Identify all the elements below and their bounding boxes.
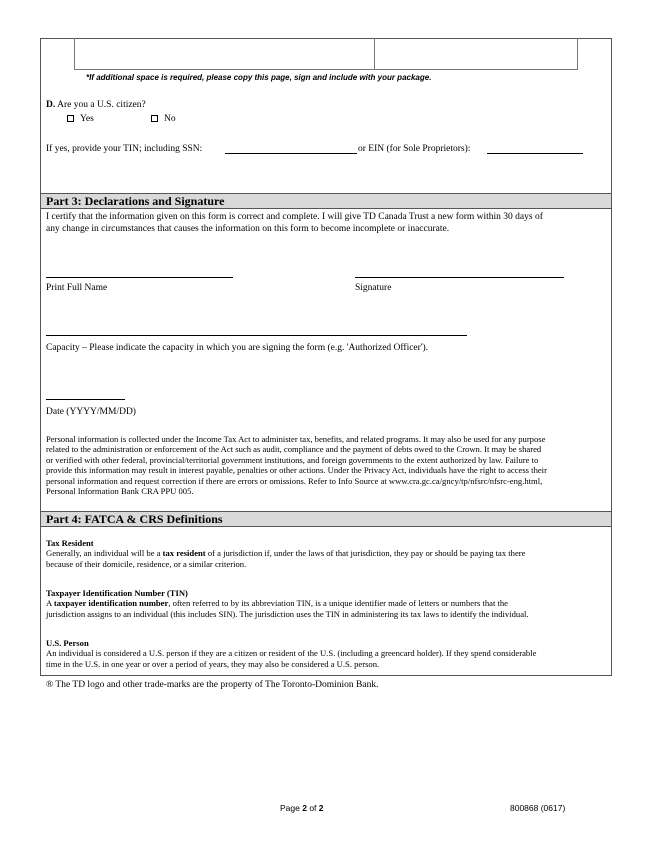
certify-line-1: I certify that the information given on this form is correct and complete. I will give TD Canada Trust a new form within 30 days of [46, 212, 543, 222]
privacy-notice [46, 434, 610, 496]
text-segment: A [46, 598, 54, 609]
tax-resident-line-1 [46, 548, 610, 558]
tin-line-2: jurisdiction assigns to an individual (this includes SIN). The jurisdiction uses the TIN in administering its tax laws to identify the individual. [46, 608, 529, 619]
tin-prompt: If yes, provide your TIN; including SSN: [46, 144, 203, 154]
page-total: 2 [318, 803, 324, 813]
continuation-table-row [74, 38, 578, 70]
additional-space-note: *If additional space is required, please copy this page, sign and include with your package. [86, 73, 432, 82]
text-segment: Generally, an individual will be a [46, 548, 163, 559]
tin-line-1 [46, 598, 610, 608]
yes-option[interactable] [67, 113, 94, 125]
tax-resident-title: Tax Resident [46, 538, 94, 548]
form-code: 800868 (0617) [510, 803, 566, 813]
ein-prompt: or EIN (for Sole Proprietors): [358, 144, 471, 154]
privacy-line: personal information and request correction if there are errors or omissions. Refer to Info Source at www.cra.gc.ca/gncy/tp/nfsrc/nfsrc-eng.html, [46, 475, 543, 486]
us-person-line-1: An individual is considered a U.S. person if they are a citizen or resident of the U.S. (including a greencard holder). If they spend considerable [46, 648, 537, 659]
capacity-label: Capacity – Please indicate the capacity in which you are signing the form (e.g. 'Authorized Officer'). [46, 343, 429, 353]
part4-header [41, 511, 611, 527]
date-label: Date (YYYY/MM/DD) [46, 407, 136, 417]
tin-definition [46, 588, 610, 619]
us-citizen-question: Are you a U.S. citizen? [57, 100, 146, 110]
certify-paragraph [46, 211, 608, 235]
page-prefix: Page [280, 803, 303, 813]
tax-resident-definition [46, 538, 610, 569]
no-checkbox[interactable] [151, 115, 158, 122]
term-bold: tax resident [162, 548, 206, 559]
page-mid: of [306, 803, 319, 813]
tax-resident-line-2: because of their domicile, residence, or a similar criterion. [46, 558, 247, 569]
yes-checkbox[interactable] [67, 115, 74, 122]
certify-line-2: any change in circumstances that causes the information on this form to become incomplete or inaccurate. [46, 224, 450, 234]
tin-input-line[interactable] [225, 153, 357, 154]
section-d-question [46, 99, 146, 111]
privacy-line: provide this information may result in interest payable, penalties or other actions. Under the Privacy Act, individuals have the right to access their [46, 465, 547, 476]
us-person-line-2: time in the U.S. in one year or over a period of years, they may also be considered a U.S. person. [46, 658, 380, 669]
privacy-line: or verified with other federal, provincial/territorial government institutions, and foreign governments to the extent authorized by law. Failure to [46, 454, 539, 465]
ein-input-line[interactable] [487, 153, 583, 154]
print-name-label: Print Full Name [46, 283, 108, 293]
us-person-definition [46, 638, 610, 669]
section-d-letter: D. [46, 100, 56, 110]
print-name-line[interactable] [46, 277, 233, 278]
no-label: No [164, 114, 176, 124]
capacity-line[interactable] [46, 335, 467, 336]
date-line[interactable] [46, 399, 125, 400]
privacy-line: Personal Information Bank CRA PPU 005. [46, 486, 194, 497]
text-segment: , often referred to by its abbreviation TIN, is a unique identifier made of letters or numbers that the [168, 598, 508, 609]
form-frame [40, 38, 612, 676]
text-segment: of a jurisdiction if, under the laws of that jurisdiction, they pay or should be paying tax there [205, 548, 526, 559]
part3-title: Part 3: Declarations and Signature [46, 194, 225, 208]
trademark-notice: ® The TD logo and other trade-marks are the property of The Toronto-Dominion Bank. [46, 680, 379, 690]
signature-label: Signature [355, 283, 392, 293]
privacy-line: Personal information is collected under the Income Tax Act to administer tax, benefits, and related programs. It may also be used for any purpose [46, 434, 546, 444]
page-number [280, 803, 324, 813]
term-bold: taxpayer identification number [53, 598, 169, 609]
signature-line[interactable] [355, 277, 564, 278]
table-column-divider [374, 38, 375, 69]
tin-title: Taxpayer Identification Number (TIN) [46, 588, 188, 598]
no-option[interactable] [151, 113, 176, 125]
privacy-line: related to the administration or enforcement of the Act such as audit, compliance and the payment of debts owed to the Crown. It may be shared [46, 444, 542, 455]
part4-title: Part 4: FATCA & CRS Definitions [46, 512, 223, 526]
us-person-title: U.S. Person [46, 638, 89, 648]
page-current: 2 [302, 803, 307, 813]
part3-header [41, 193, 611, 209]
yes-label: Yes [80, 114, 94, 124]
